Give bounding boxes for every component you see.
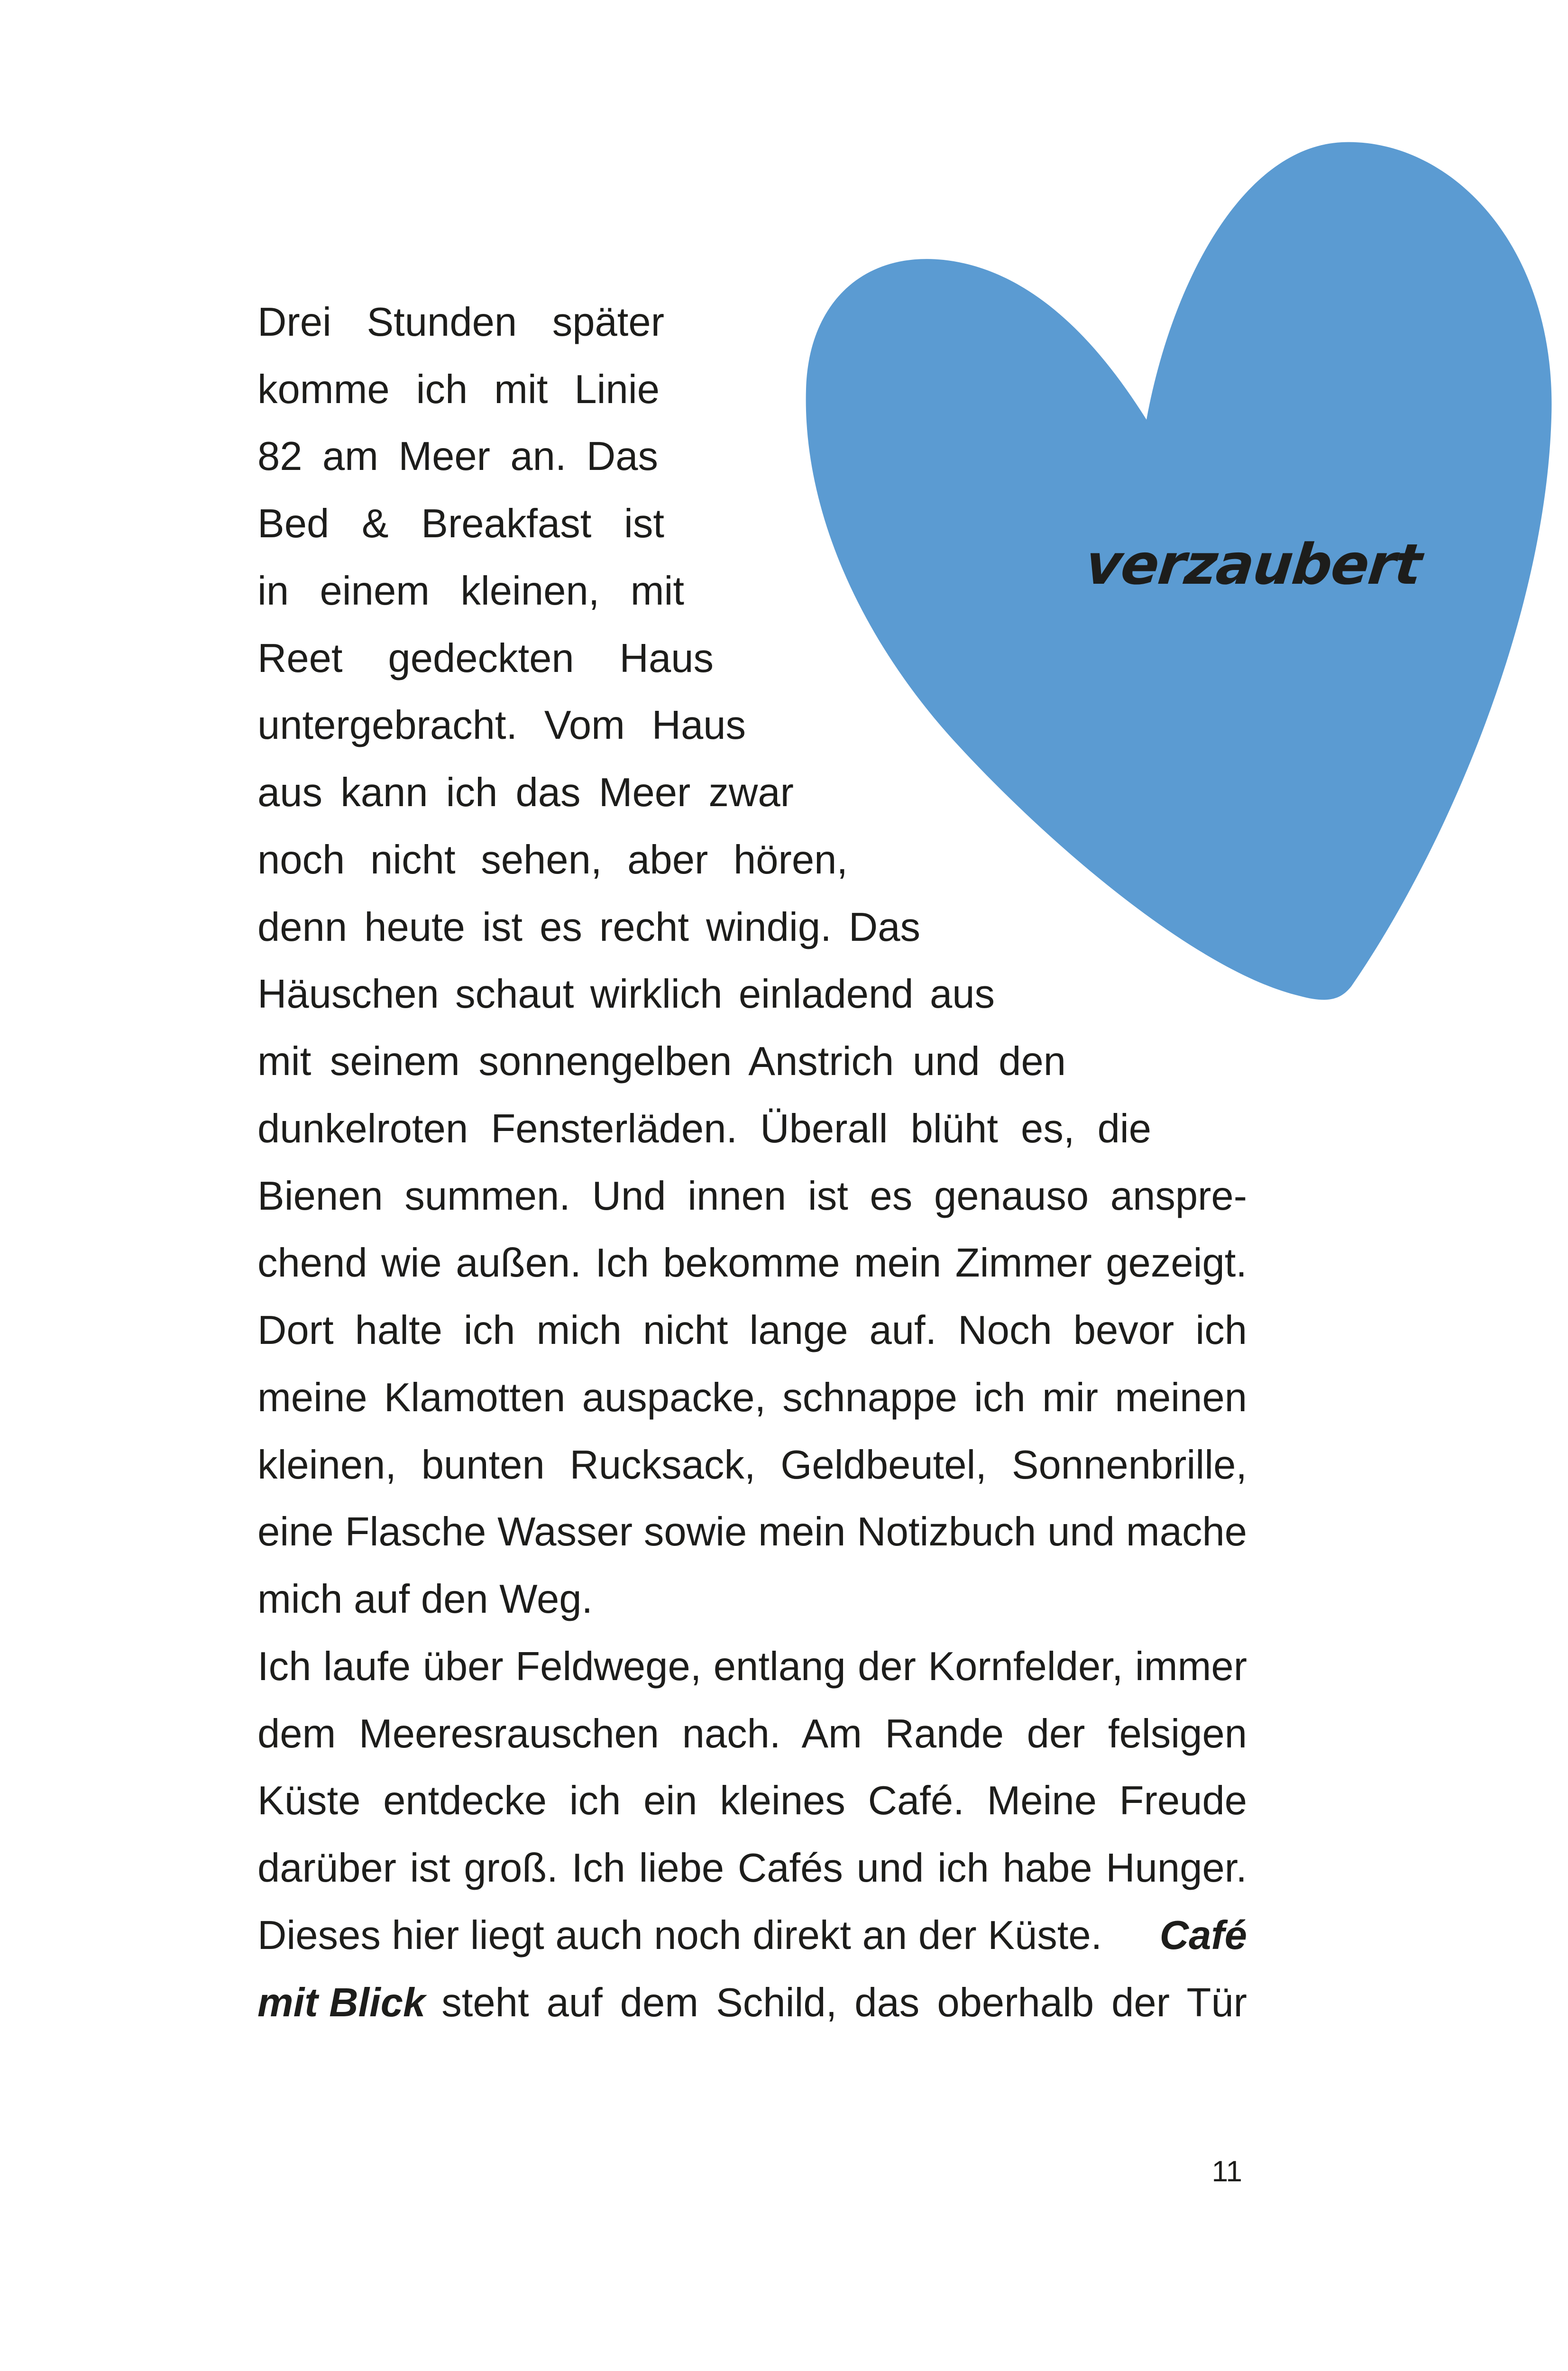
text-line: komme ich mit Linie (257, 367, 660, 412)
text-line: meine Klamotten auspacke, schnappe ich mir meinen (257, 1375, 1247, 1420)
cafe-name-part-1: Café (1159, 1913, 1247, 1958)
text-line: Reet gedeckten Haus (257, 636, 714, 681)
text-line: eine Flasche Wasser sowie mein Notizbuch und mache (257, 1509, 1247, 1554)
text-line: mich auf den Weg. (257, 1577, 593, 1622)
text-line: kleinen, bunten Rucksack, Geldbeutel, Sonnenbrille, (257, 1443, 1247, 1488)
text-line: dunkelroten Fensterläden. Überall blüht es, die (257, 1106, 1151, 1151)
text-line: in einem kleinen, mit (257, 569, 684, 614)
text-line: dem Meeresrauschen nach. Am Rande der felsigen (257, 1711, 1247, 1756)
text-line: denn heute ist es recht windig. Das (257, 905, 920, 950)
heart-label: verzaubert (1082, 532, 1424, 597)
text-line: Küste entdecke ich ein kleines Café. Meine Freude (257, 1778, 1247, 1823)
text-line: Bed & Breakfast ist (257, 501, 664, 546)
text-line: chend wie außen. Ich bekomme mein Zimmer gezeigt. (257, 1241, 1247, 1286)
text-line: Bienen summen. Und innen ist es genauso anspre- (257, 1174, 1247, 1219)
text-line: Dort halte ich mich nicht lange auf. Noch bevor ich (257, 1308, 1247, 1353)
text-line (257, 1979, 1247, 2027)
text-line-part: steht auf dem Schild, das oberhalb der Tür (441, 1980, 1247, 2025)
page-number: 11 (1211, 2155, 1242, 2188)
text-line: aus kann ich das Meer zwar (257, 770, 794, 815)
text-line: Ich laufe über Feldwege, entlang der Kornfelder, immer (257, 1644, 1247, 1689)
text-line: 82 am Meer an. Das (257, 434, 658, 479)
text-line (257, 1912, 1247, 1959)
text-line-part: Dieses hier liegt auch noch direkt an der Küste. (257, 1913, 1102, 1958)
text-line: mit seinem sonnengelben Anstrich und den (257, 1039, 1066, 1084)
text-line: Häuschen schaut wirklich einladend aus (257, 972, 995, 1017)
text-line: untergebracht. Vom Haus (257, 703, 746, 748)
text-line: Drei Stunden später (257, 300, 664, 345)
text-line: noch nicht sehen, aber hören, (257, 837, 848, 882)
cafe-name-part-2: mit Blick (257, 1980, 426, 2025)
text-line: darüber ist groß. Ich liebe Cafés und ich habe Hunger. (257, 1846, 1247, 1891)
